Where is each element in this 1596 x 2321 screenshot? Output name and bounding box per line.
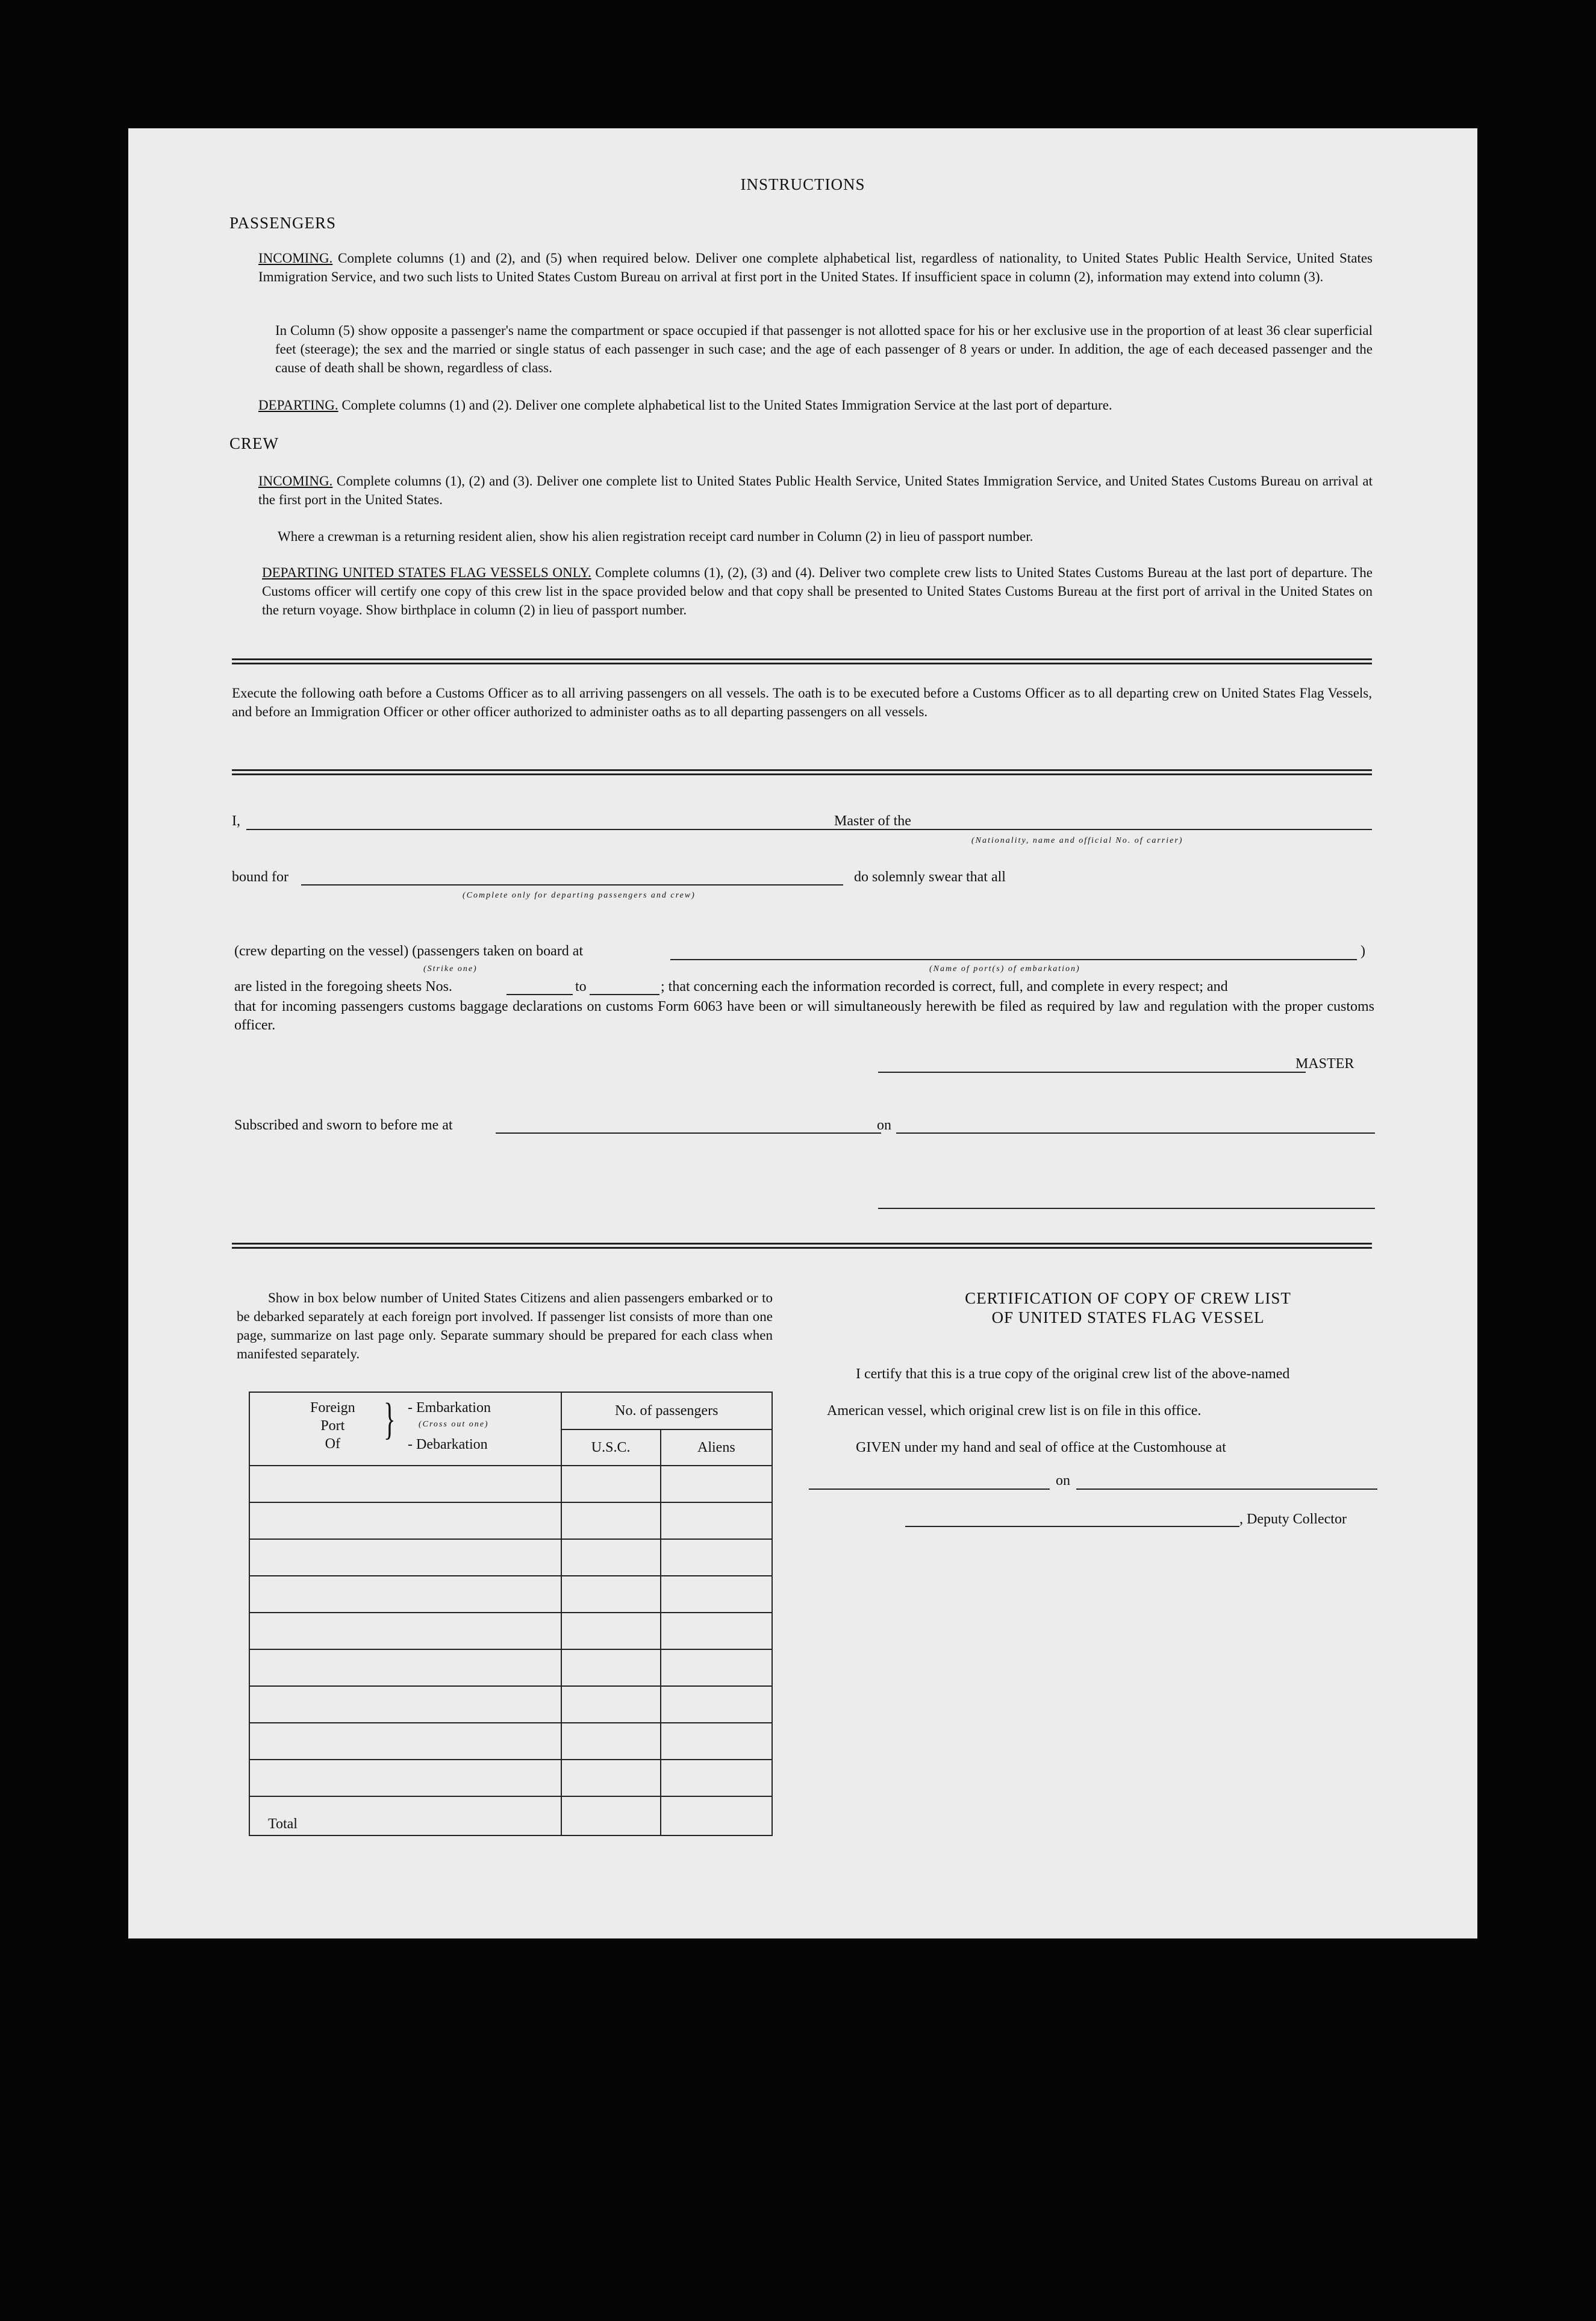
carrier-caption: (Nationality, name and official No. of carrier) bbox=[971, 836, 1183, 845]
table-row bbox=[249, 1613, 772, 1649]
aliens-cell[interactable] bbox=[661, 1760, 772, 1796]
usc-total-cell[interactable] bbox=[561, 1796, 661, 1835]
passengers-departing-label: DEPARTING. bbox=[258, 398, 338, 413]
cross-out-caption: (Cross out one) bbox=[419, 1420, 489, 1429]
master-label: MASTER bbox=[1295, 1056, 1354, 1072]
sworn-on-label: on bbox=[877, 1117, 891, 1133]
aliens-cell[interactable] bbox=[661, 1576, 772, 1613]
crew-resident-paragraph: Where a crewman is a returning resident alien, show his alien registration receipt card number in Column (2) in lieu of passport number. bbox=[278, 529, 1033, 544]
sworn-location-field[interactable] bbox=[496, 1132, 881, 1134]
section-divider bbox=[232, 1243, 1372, 1245]
certify-text: I certify that this is a true copy of the original crew list of the above-named bbox=[856, 1366, 1290, 1382]
aliens-total-cell[interactable] bbox=[661, 1796, 772, 1835]
deputy-collector-signature-field[interactable] bbox=[905, 1526, 1239, 1527]
usc-cell[interactable] bbox=[561, 1686, 661, 1723]
crew-incoming-text: Complete columns (1), (2) and (3). Deliver one complete list to United States Public Health Service, United States Immigration Service, and United States Customs Bureau on arrival at the first port in the United States. bbox=[258, 473, 1373, 507]
foreign-label: Foreign bbox=[310, 1400, 355, 1416]
summary-instructions: Show in box below number of United States Citizens and alien passengers embarked or to be debarked separately at each foreign port involved. If passenger list consists of more than one page, summarize on last page only. Separate summary should be prepared for each class when manifested separately. bbox=[237, 1290, 773, 1361]
bound-for-label: bound for bbox=[232, 869, 288, 885]
section-divider bbox=[232, 773, 1372, 775]
usc-cell[interactable] bbox=[561, 1613, 661, 1649]
port-cell[interactable] bbox=[249, 1502, 561, 1539]
listed-rest: that for incoming passengers customs baggage declarations on customs Form 6063 have been or will simultaneously herewith be filed as required by law and regulation with the proper customs officer. bbox=[234, 999, 1374, 1033]
total-label: Total bbox=[249, 1796, 561, 1835]
listed-to: to bbox=[575, 979, 587, 995]
listed-prefix: are listed in the foregoing sheets Nos. bbox=[234, 979, 452, 995]
usc-cell[interactable] bbox=[561, 1649, 661, 1686]
section-divider bbox=[232, 663, 1372, 664]
usc-cell[interactable] bbox=[561, 1466, 661, 1502]
usc-header: U.S.C. bbox=[561, 1429, 661, 1466]
aliens-cell[interactable] bbox=[661, 1539, 772, 1576]
crew-departing-paragraph bbox=[262, 563, 1373, 619]
aliens-header: Aliens bbox=[661, 1429, 772, 1466]
carrier-field[interactable] bbox=[818, 829, 1372, 830]
form-page bbox=[128, 128, 1477, 1938]
port-cell[interactable] bbox=[249, 1613, 561, 1649]
usc-cell[interactable] bbox=[561, 1723, 661, 1760]
debarkation-label: - Debarkation bbox=[408, 1437, 488, 1452]
listed-suffix: ; that concerning each the information recorded is correct, full, and complete in every respect; and bbox=[661, 979, 1228, 995]
solemnly-swear-label: do solemnly swear that all bbox=[854, 869, 1006, 885]
aliens-cell[interactable] bbox=[661, 1686, 772, 1723]
master-name-field[interactable] bbox=[246, 829, 826, 830]
passengers-column5-paragraph: In Column (5) show opposite a passenger's name the compartment or space occupied if that passenger is not allotted space for his or her exclusive use in the proportion of at least 36 clear superficial feet (steerage); the sex and the married or single status of each passenger in such case; and the age of each passenger of 8 years or under. In addition, the age of each deceased passenger and the cause of death shall be shown, regardless of class. bbox=[275, 323, 1373, 375]
usc-cell[interactable] bbox=[561, 1502, 661, 1539]
table-row bbox=[249, 1466, 772, 1502]
table-row bbox=[249, 1539, 772, 1576]
officer-signature-field[interactable] bbox=[878, 1208, 1375, 1209]
embarkation-port-field[interactable] bbox=[670, 959, 1357, 960]
table-row bbox=[249, 1686, 772, 1723]
bound-for-field[interactable] bbox=[301, 884, 843, 886]
usc-cell[interactable] bbox=[561, 1760, 661, 1796]
bound-caption: (Complete only for departing passengers and crew) bbox=[463, 891, 696, 900]
port-cell[interactable] bbox=[249, 1760, 561, 1796]
port-cell[interactable] bbox=[249, 1466, 561, 1502]
port-cell[interactable] bbox=[249, 1539, 561, 1576]
section-divider bbox=[232, 1247, 1372, 1249]
passengers-departing-paragraph bbox=[258, 396, 1373, 414]
crew-departing-label: DEPARTING UNITED STATES FLAG VESSELS ONLY. bbox=[262, 565, 591, 580]
port-label: Port bbox=[320, 1418, 345, 1434]
sheet-to-field[interactable] bbox=[590, 994, 659, 995]
section-divider bbox=[232, 658, 1372, 660]
port-cell[interactable] bbox=[249, 1576, 561, 1613]
aliens-cell[interactable] bbox=[661, 1649, 772, 1686]
section-divider bbox=[232, 769, 1372, 771]
aliens-cell[interactable] bbox=[661, 1502, 772, 1539]
strike-one-label: (crew departing on the vessel) (passengers taken on board at bbox=[234, 943, 584, 959]
aliens-cell[interactable] bbox=[661, 1723, 772, 1760]
foreign-port-header bbox=[249, 1392, 561, 1466]
crew-departing-text: Complete columns (1), (2), (3) and (4). Deliver two complete crew lists to United States Customs Bureau at the last port of departure. The Customs officer will certify one copy of this crew list in the space provided below and that copy shall be presented to United States Customs Bureau at the first port of arrival in the United States on the return voyage. Show birthplace in column (2) in lieu of passport number. bbox=[262, 565, 1373, 617]
oath-i-label: I, bbox=[232, 813, 240, 829]
subscribed-label: Subscribed and sworn to before me at bbox=[234, 1117, 453, 1133]
table-row bbox=[249, 1723, 772, 1760]
port-cell[interactable] bbox=[249, 1723, 561, 1760]
certification-title bbox=[917, 1289, 1339, 1327]
vessel-text: American vessel, which original crew list is on file in this office. bbox=[827, 1403, 1202, 1419]
certification-title-line2: OF UNITED STATES FLAG VESSEL bbox=[991, 1308, 1265, 1326]
sheet-from-field[interactable] bbox=[507, 994, 573, 995]
table-row bbox=[249, 1502, 772, 1539]
brace-symbol: } bbox=[384, 1395, 396, 1444]
passengers-incoming-paragraph bbox=[258, 249, 1373, 286]
certification-on-label: on bbox=[1056, 1473, 1070, 1489]
master-signature-field[interactable] bbox=[878, 1072, 1306, 1073]
passengers-incoming-label: INCOMING. bbox=[258, 251, 333, 266]
crew-heading: CREW bbox=[229, 434, 279, 452]
port-cell[interactable] bbox=[249, 1686, 561, 1723]
instructions-title: INSTRUCTIONS bbox=[740, 175, 865, 193]
table-row bbox=[249, 1649, 772, 1686]
crew-incoming-label: INCOMING. bbox=[258, 473, 333, 489]
table-row bbox=[249, 1576, 772, 1613]
embarkation-label: - Embarkation bbox=[408, 1400, 491, 1416]
oath-instructions: Execute the following oath before a Customs Officer as to all arriving passengers on all vessels. The oath is to be executed before a Customs Officer as to all departing crew on United States Flag Vessels, and before an Immigration Officer or other officer authorized to administer oaths as to all departing passengers on all vessels. bbox=[232, 686, 1372, 719]
crew-incoming-paragraph bbox=[258, 472, 1373, 509]
usc-cell[interactable] bbox=[561, 1576, 661, 1613]
passengers-incoming-text: Complete columns (1) and (2), and (5) when required below. Deliver one complete alphabetical list, regardless of nationality, to United States Public Health Service, United States Immigration Service, and two such lists to United States Custom Bureau on arrival at first port in the United States. If insufficient space in column (2), information may extend into column (3). bbox=[258, 251, 1373, 284]
no-of-passengers-header: No. of passengers bbox=[561, 1392, 772, 1429]
deputy-collector-label: , Deputy Collector bbox=[1239, 1511, 1347, 1527]
passenger-summary-table bbox=[249, 1392, 773, 1836]
close-paren: ) bbox=[1361, 943, 1365, 959]
of-label: Of bbox=[325, 1436, 340, 1452]
given-text: GIVEN under my hand and seal of office at the Customhouse at bbox=[856, 1440, 1226, 1455]
customhouse-field[interactable] bbox=[809, 1489, 1050, 1490]
port-caption: (Name of port(s) of embarkation) bbox=[929, 964, 1080, 973]
certification-date-field[interactable] bbox=[1076, 1489, 1377, 1490]
aliens-cell[interactable] bbox=[661, 1466, 772, 1502]
port-cell[interactable] bbox=[249, 1649, 561, 1686]
certification-title-line1: CERTIFICATION OF COPY OF CREW LIST bbox=[965, 1289, 1291, 1307]
passengers-heading: PASSENGERS bbox=[229, 214, 337, 232]
table-row bbox=[249, 1760, 772, 1796]
usc-cell[interactable] bbox=[561, 1539, 661, 1576]
sworn-date-field[interactable] bbox=[896, 1132, 1375, 1134]
strike-one-caption: (Strike one) bbox=[423, 964, 478, 973]
passengers-departing-text: Complete columns (1) and (2). Deliver one complete alphabetical list to the United States Immigration Service at the last port of departure. bbox=[338, 398, 1112, 413]
aliens-cell[interactable] bbox=[661, 1613, 772, 1649]
master-of-label: Master of the bbox=[834, 813, 911, 829]
total-row bbox=[249, 1796, 772, 1835]
